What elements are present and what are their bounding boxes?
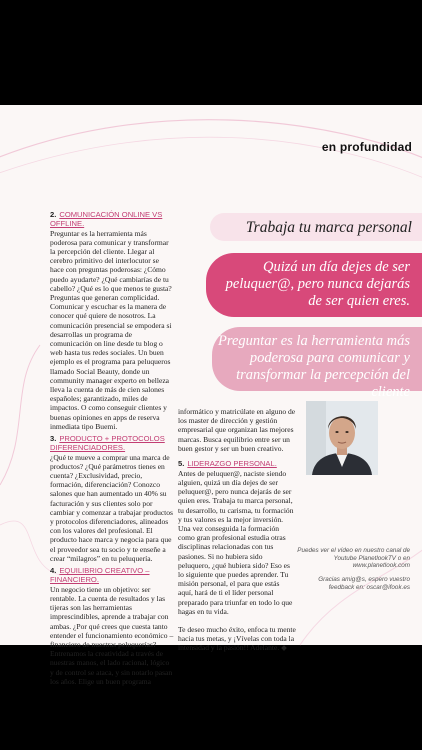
author-photo: [306, 401, 378, 475]
left-column: [50, 211, 174, 686]
section-3-heading: 3. PRODUCTO + PROTOCOLOS DIFERENCIADORES.: [50, 434, 165, 452]
section-2-body: Preguntar es la herramienta más poderosa para comunicar y transformar la percepción del cliente. Llegar al cerebro primitivo del interlocutor se hace con preguntas poderosas: ¿Cómo puedo ayudarte? ¿Qué cambiarías de tu cabello? ¿Qué es lo que menos te gusta? Preguntas que generan complicidad. Comunicar y escuchar es la manera de conocer qué quiere de nosotros. La comunicación presencial se empodera si desarrollas un programa de comunicación on line desde tu blog o web hasta tus redes sociales. Un buen ejemplo es el programa para peluqueros llamado Social Beauty, donde un community manager experto en belleza lleva la cuenta de más de cien salones españoles; garantizado, miles de impactos. O como conseguir clientes y buenas opiniones en apps de reserva inmediata tipo Buemi.: [50, 228, 172, 431]
section-4-body: Un negocio tiene un objetivo: ser rentable. La cuenta de resultados y las tijeras son las herramientas imprescindibles, aprende a trabajar con ambas. ¿Por qué crees que cuesta tanto entender el funcionamiento económico – financiero de nuestras peluquerías? Entrenamos la creatividad a través de nuestras manos, el lado racional, lógico y de control se ataca, y sin notarlo pasan los años. Elige un buen programa: [50, 584, 174, 686]
section-5-heading: 5. LIDERAZGO PERSONAL.: [178, 459, 277, 469]
pull-quote-2: Quizá un día dejes de ser peluquer@, pero nunca dejarás de ser quien eres.: [206, 253, 422, 317]
section-4-heading: 4. EQUILIBRIO CREATIVO – FINANCIERO.: [50, 566, 150, 584]
section-2-heading: 2. COMUNICACIÓN ONLINE VS OFFLINE.: [50, 210, 163, 228]
video-caption: Puedes ver el vídeo en nuestro canal de Youtube PlanetlookTV o en www.planetlook.com Gracias amig@s, espero vuestro feedback en: oscar@ifook.es: [297, 547, 410, 591]
pull-quote-1: Trabaja tu marca personal: [210, 213, 422, 241]
section-5-closing: Te deseo mucho éxito, enfoca tu mente hacia tus metas, y ¡Vívelas con toda la intensidad y la pasión!! Adelante. ◆: [178, 625, 296, 653]
section-3-body: ¿Qué te mueve a comprar una marca de productos? ¿Qué parámetros tienes en cuenta? ¿Exclusividad, precio, formación, diferenciación? Conozco salones que han aumentado un 40% su facturación y sus clientes solo por cambiar y comenzar a trabajar productos y protocolos diferenciadores, alineados con los valores del profesional. El producto hace marca y negocia para que el proveedor sea tu socio y te enseñe a crear “milagros” en tu peluquería.: [50, 452, 173, 563]
magazine-page: [0, 105, 422, 686]
section-4-continued: informático y matricúlate en alguno de los master de dirección y gestión empresarial que organizan las mejores marcas. Busca equilibrio entre ser un buen gestor y ser un buen creativo.: [178, 407, 296, 453]
pull-quote-3: Preguntar es la herramienta más poderosa para comunicar y transformar la percepción del cliente: [212, 327, 422, 391]
middle-column: [178, 407, 296, 653]
section-tag: en profundidad: [321, 140, 412, 154]
section-5-body: Antes de peluquer@, naciste siendo alguien, quizá un día dejes de ser peluquer@, pero nunca dejarás de ser quien eres. Trabaja tu marca personal, tu desarrollo, tu carisma, tu formación y tus valores es la mejor inversión. Una vez conseguida la formación como gran profesional estudia otras disciplinas relacionadas con tus pasiones. Si no hubiera sido peluquero, ¿qué hubiera sido? Eso es lo siguiente que puedes aprender. Tu misión personal, el para que estás aquí, hará de ti el líder personal preparado para triunfar en todo lo que hagas en tu vida.: [178, 468, 294, 616]
portrait-image: [306, 401, 378, 475]
